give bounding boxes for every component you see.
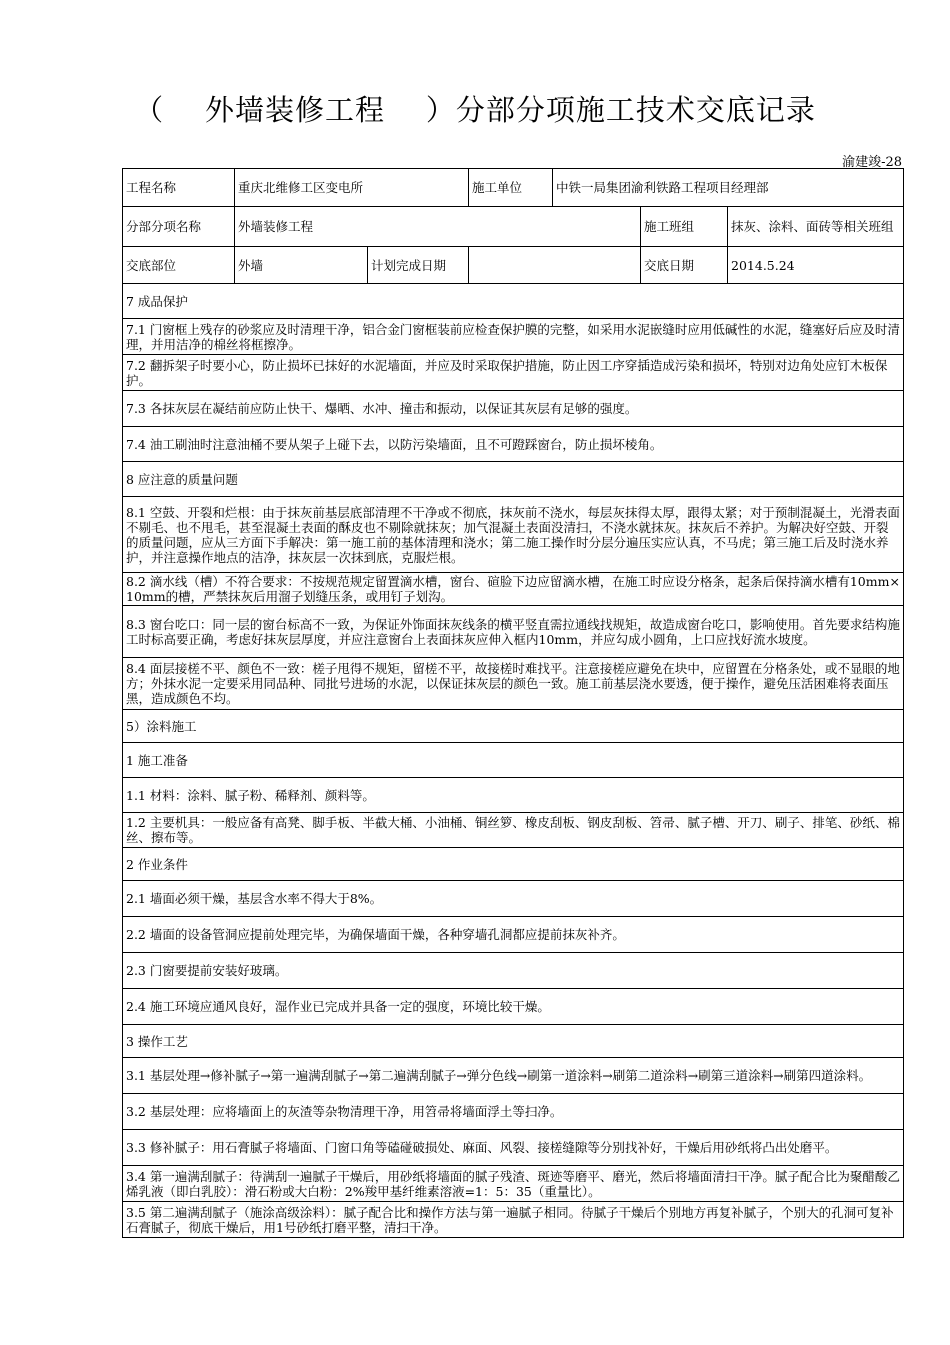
content-row: 7.2 翻拆架子时要小心，防止损坏已抹好的水泥墙面，并应及时采取保护措施，防止因工序穿插造成污染和损坏，特别对边角处应钉木板保护。 xyxy=(123,355,904,391)
content-row: 3.1 基层处理→修补腻子→第一遍满刮腻子→第二遍满刮腻子→弹分色线→刷第一道涂料→刷第二道涂料→刷第三道涂料→刷第四道涂料。 xyxy=(123,1058,904,1094)
location-label: 交底部位 xyxy=(123,247,235,284)
document-title: （ 外墙装修工程 ）分部分项施工技术交底记录 xyxy=(134,93,816,127)
team-value: 抹灰、涂料、面砖等相关班组 xyxy=(728,207,904,247)
content-row: 7.1 门窗框上残存的砂浆应及时清理干净，铝合金门窗框装前应检查保护膜的完整，如采用水泥嵌缝时应用低碱性的水泥，缝塞好后应及时清理，并用洁净的棉丝将框擦净。 xyxy=(123,319,904,355)
content-row: 3.3 修补腻子：用石膏腻子将墙面、门窗口角等磕碰破损处、麻面、风裂、接槎缝隙等分别找补好，干燥后用砂纸将凸出处磨平。 xyxy=(123,1130,904,1166)
content-row: 2 作业条件 xyxy=(123,848,904,881)
content-row: 2.3 门窗要提前安装好玻璃。 xyxy=(123,953,904,989)
subitem-value: 外墙装修工程 xyxy=(235,207,641,247)
content-row: 2.4 施工环境应通风良好，湿作业已完成并具备一定的强度，环境比较干燥。 xyxy=(123,989,904,1025)
content-row: 7 成品保护 xyxy=(123,284,904,319)
content-row: 5）涂料施工 xyxy=(123,710,904,743)
plan-date-label: 计划完成日期 xyxy=(368,247,469,284)
content-row: 8.1 空鼓、开裂和烂根：由于抹灰前基层底部清理不干净或不彻底，抹灰前不浇水，每层灰抹得太厚，跟得太紧；对于预制混凝土，光滑表面不剔毛、也不甩毛，甚至混凝土表面的酥皮也不剔除就抹灰；加气混凝土表面没清扫，不浇水就抹灰。抹灰后不养护。为解决好空鼓、开裂的质量问题，应从三方面下手解决：第一施工前的基体清理和浇水；第二施工操作时分层分遍压实应认真，不马虎；第三施工后及时浇水养护，并注意操作地点的洁净，抹灰层一次抹到底，克服烂根。 xyxy=(123,497,904,573)
content-row: 8.4 面层接槎不平、颜色不一致：槎子甩得不规矩，留槎不平，故接槎时难找平。注意接槎应避免在块中，应留置在分格条处，或不显眼的地方；外抹水泥一定要采用同品种、同批号进场的水泥，以保证抹灰层的颜色一致。施工前基层浇水要透，便于操作，避免压活困难将表面压黑，造成颜色不均。 xyxy=(123,658,904,710)
handover-date-label: 交底日期 xyxy=(641,247,728,284)
content-row: 8 应注意的质量问题 xyxy=(123,462,904,497)
project-name-label: 工程名称 xyxy=(123,169,235,207)
content-row: 7.4 油工刷油时注意油桶不要从架子上碰下去，以防污染墙面，且不可蹬踩窗台，防止损坏棱角。 xyxy=(123,427,904,462)
construction-unit-label: 施工单位 xyxy=(469,169,553,207)
content-row: 2.1 墙面必须干燥，基层含水率不得大于8%。 xyxy=(123,881,904,917)
subitem-label: 分部分项名称 xyxy=(123,207,235,247)
content-row: 1.2 主要机具：一般应备有高凳、脚手板、半截大桶、小油桶、铜丝箩、橡皮刮板、钢皮刮板、笤帚、腻子槽、开刀、刷子、排笔、砂纸、棉丝、擦布等。 xyxy=(123,813,904,848)
info-row-location xyxy=(123,247,904,284)
content-row: 8.2 滴水线（槽）不符合要求：不按规范规定留置滴水槽，窗台、碹脸下边应留滴水槽，在施工时应设分格条，起条后保持滴水槽有10mm×10mm的槽，严禁抹灰后用溜子划缝压条，或用钉子划沟。 xyxy=(123,573,904,606)
info-row-subitem xyxy=(123,207,904,247)
plan-date-value xyxy=(469,247,641,284)
handover-date-value: 2014.5.24 xyxy=(728,247,904,284)
content-row: 7.3 各抹灰层在凝结前应防止快干、爆晒、水冲、撞击和振动，以保证其灰层有足够的强度。 xyxy=(123,391,904,427)
content-row: 2.2 墙面的设备管洞应提前处理完毕，为确保墙面干燥，各种穿墙孔洞都应提前抹灰补齐。 xyxy=(123,917,904,953)
content-row: 3.2 基层处理：应将墙面上的灰渣等杂物清理干净，用笤帚将墙面浮土等扫净。 xyxy=(123,1094,904,1130)
project-name-value: 重庆北维修工区变电所 xyxy=(235,169,469,207)
location-value: 外墙 xyxy=(235,247,368,284)
content-row: 3 操作工艺 xyxy=(123,1025,904,1058)
info-row-project xyxy=(123,169,904,207)
form-number: 渝建竣-28 xyxy=(842,155,902,170)
content-row: 3.5 第二遍满刮腻子（施涂高级涂料）：腻子配合比和操作方法与第一遍腻子相同。待腻子干燥后个别地方再复补腻子，个别大的孔洞可复补石膏腻子，彻底干燥后，用1号砂纸打磨平整，清扫干净。 xyxy=(123,1202,904,1238)
content-row: 1.1 材料：涂料、腻子粉、稀释剂、颜料等。 xyxy=(123,778,904,813)
content-row: 3.4 第一遍满刮腻子：待满刮一遍腻子干燥后，用砂纸将墙面的腻子残渣、斑迹等磨平、磨光，然后将墙面清扫干净。腻子配合比为聚醋酸乙烯乳液（即白乳胶）：滑石粉或大白粉：2%羧甲基纤维素溶液=1：5：35（重量比）。 xyxy=(123,1166,904,1202)
content-row: 1 施工准备 xyxy=(123,743,904,778)
content-row: 8.3 窗台吃口：同一层的窗台标高不一致，为保证外饰面抹灰线条的横平竖直需拉通线找规矩，故造成窗台吃口，影响使用。首先要求结构施工时标高要正确，考虑好抹灰层厚度，并应注意窗台上表面抹灰应伸入框内10mm，并应勾成小圆角，上口应找好流水坡度。 xyxy=(123,606,904,658)
construction-unit-value: 中铁一局集团渝利铁路工程项目经理部 xyxy=(553,169,904,207)
handover-record-table xyxy=(122,168,904,1238)
team-label: 施工班组 xyxy=(641,207,728,247)
